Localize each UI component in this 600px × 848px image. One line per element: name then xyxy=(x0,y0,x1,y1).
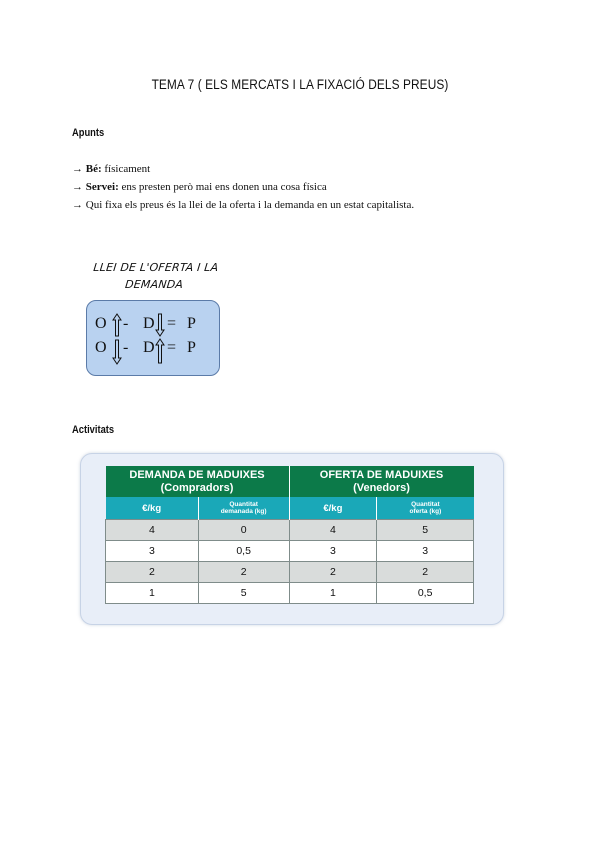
law-title-line1: LLEI DE L'OFERTA I LA xyxy=(92,261,220,274)
up-arrow-icon xyxy=(112,313,122,337)
col-qty-supply-line2: oferta (kg) xyxy=(409,508,442,515)
supply-demand-law-box xyxy=(86,300,220,376)
table-row xyxy=(106,541,474,562)
law-row-1 xyxy=(95,315,107,333)
note-line xyxy=(72,196,414,214)
table-cell: 2 xyxy=(377,562,474,583)
table-cell: 1 xyxy=(289,583,377,604)
supply-header xyxy=(289,466,473,497)
demand-header-subtitle: (Compradors) xyxy=(160,481,234,494)
table-row xyxy=(106,520,474,541)
law-row-2 xyxy=(95,339,107,357)
arrow-icon: → xyxy=(72,163,83,175)
demand-header-title: DEMANDA DE MADUIXES xyxy=(129,468,265,481)
col-qty-supply xyxy=(377,497,474,520)
col-price-supply: €/kg xyxy=(289,497,377,520)
table-cell: 1 xyxy=(106,583,199,604)
page-title: TEMA 7 ( ELS MERCATS I LA FIXACIÓ DELS PREUS) xyxy=(151,77,449,92)
col-qty-demand-line2: demanada (kg) xyxy=(220,508,267,515)
note-text: Qui fixa els preus és la llei de la oferta i la demanda en un estat capitalista. xyxy=(83,199,415,211)
col-price-demand: €/kg xyxy=(106,497,199,520)
arrow-icon: → xyxy=(72,199,83,211)
note-term: Bé: xyxy=(85,163,102,175)
col-qty-demand-line1: Quantitat xyxy=(229,501,258,508)
table-cell: 2 xyxy=(198,562,289,583)
table-cell: 0,5 xyxy=(198,541,289,562)
table-subheader-row xyxy=(106,497,474,520)
table-cell: 5 xyxy=(377,520,474,541)
arrow-icon: → xyxy=(72,181,83,193)
law-title xyxy=(88,259,222,293)
table-cell: 4 xyxy=(106,520,199,541)
note-term: Servei: xyxy=(85,181,119,193)
table-row xyxy=(106,583,474,604)
table-cell: 0 xyxy=(198,520,289,541)
law-title-line2: DEMANDA xyxy=(124,278,184,291)
table-cell: 3 xyxy=(289,541,377,562)
table-cell: 3 xyxy=(106,541,199,562)
law-eq: = xyxy=(167,339,177,356)
law-d: D xyxy=(143,339,155,356)
law-p: P xyxy=(187,315,196,332)
law-o: O xyxy=(95,315,107,332)
col-qty-demand xyxy=(198,497,289,520)
activitats-heading: Activitats xyxy=(72,424,115,436)
table-cell: 0,5 xyxy=(377,583,474,604)
col-qty-supply-line1: Quantitat xyxy=(411,501,440,508)
note-line xyxy=(72,160,414,178)
strawberry-market-table xyxy=(105,466,474,604)
table-cell: 3 xyxy=(377,541,474,562)
table-cell: 2 xyxy=(106,562,199,583)
law-o: O xyxy=(95,339,107,356)
down-arrow-icon xyxy=(155,313,165,337)
up-arrow-icon xyxy=(155,338,165,364)
supply-header-subtitle: (Venedors) xyxy=(353,481,410,494)
down-arrow-icon xyxy=(112,339,122,365)
demand-header xyxy=(106,466,290,497)
law-dash: - xyxy=(123,315,129,332)
note-text: físicament xyxy=(101,163,151,175)
table-cell: 2 xyxy=(289,562,377,583)
table-row xyxy=(106,562,474,583)
note-line xyxy=(72,178,414,196)
apunts-heading: Apunts xyxy=(72,127,105,139)
table-cell: 4 xyxy=(289,520,377,541)
law-d: D xyxy=(143,315,155,332)
law-eq: = xyxy=(167,315,177,332)
apunts-notes xyxy=(72,160,414,214)
law-p: P xyxy=(187,339,196,356)
table-cell: 5 xyxy=(198,583,289,604)
supply-header-title: OFERTA DE MADUIXES xyxy=(319,468,444,481)
table-header-row xyxy=(106,466,474,497)
law-dash: - xyxy=(123,339,129,356)
note-text: ens presten però mai ens donen una cosa física xyxy=(118,181,327,193)
